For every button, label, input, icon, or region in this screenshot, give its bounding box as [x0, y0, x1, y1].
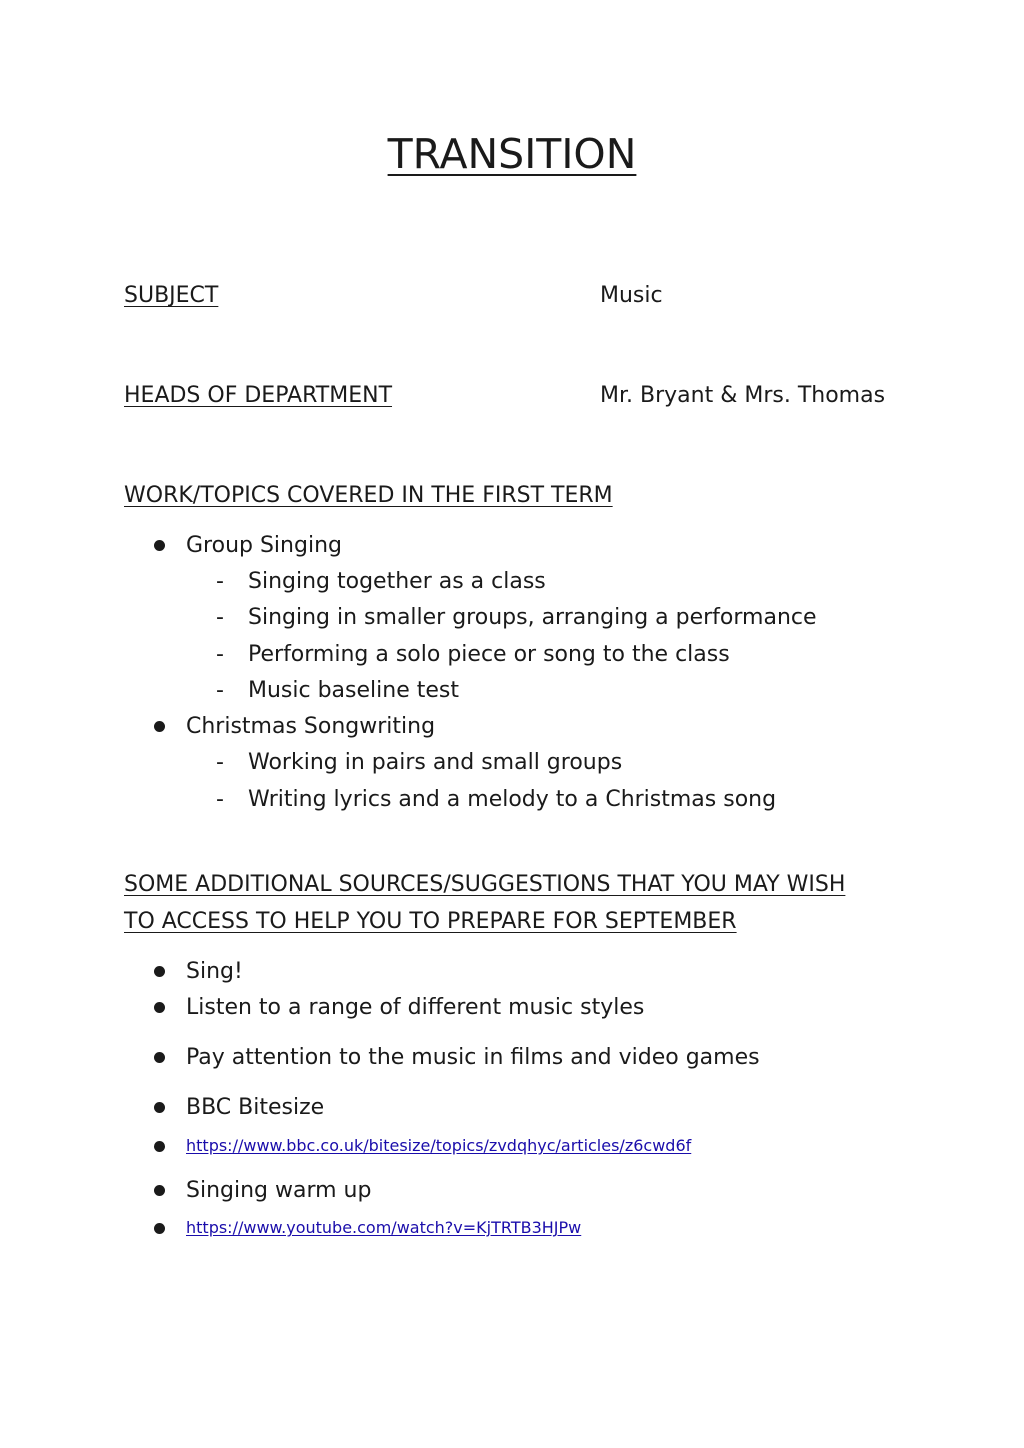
source-text: BBC Bitesize: [186, 1095, 325, 1120]
bullet-icon: [154, 721, 165, 732]
subject-label: SUBJECT: [124, 283, 219, 308]
subtopic-text: Music baseline test: [248, 678, 459, 703]
topic-label: Group Singing: [186, 533, 342, 558]
subtopic-text: Singing together as a class: [248, 569, 546, 594]
bullet-icon: [154, 1052, 165, 1063]
bullet-icon: [154, 1185, 165, 1196]
heads-of-department-label: HEADS OF DEPARTMENT: [124, 383, 393, 408]
topic-label: Christmas Songwriting: [186, 714, 436, 739]
subtopic-text: Performing a solo piece or song to the class: [248, 642, 730, 667]
source-text: Sing!: [186, 959, 243, 984]
subtopic-text: Singing in smaller groups, arranging a performance: [248, 605, 817, 630]
dash-icon: -: [216, 787, 224, 812]
subject-value: Music: [600, 283, 663, 308]
bullet-icon: [154, 1141, 165, 1152]
dash-icon: -: [216, 642, 224, 667]
bullet-icon: [154, 1223, 165, 1234]
dash-icon: -: [216, 678, 224, 703]
source-text: Pay attention to the music in films and video games: [186, 1045, 760, 1070]
dash-icon: -: [216, 569, 224, 594]
sources-heading-line-1: SOME ADDITIONAL SOURCES/SUGGESTIONS THAT YOU MAY WISH: [124, 872, 846, 897]
bullet-icon: [154, 966, 165, 977]
dash-icon: -: [216, 750, 224, 775]
bullet-icon: [154, 1002, 165, 1013]
dash-icon: -: [216, 605, 224, 630]
youtube-warmup-link[interactable]: https://www.youtube.com/watch?v=KjTRTB3HJPw: [186, 1218, 582, 1237]
page-title-text: TRANSITION: [387, 130, 637, 178]
bbc-bitesize-link[interactable]: https://www.bbc.co.uk/bitesize/topics/zvdqhyc/articles/z6cwd6f: [186, 1136, 692, 1155]
source-text: Listen to a range of different music styles: [186, 995, 645, 1020]
source-text: Singing warm up: [186, 1178, 372, 1203]
heads-of-department-value: Mr. Bryant & Mrs. Thomas: [600, 383, 886, 408]
subtopic-text: Working in pairs and small groups: [248, 750, 623, 775]
subtopic-text: Writing lyrics and a melody to a Christmas song: [248, 787, 777, 812]
page-title: [0, 128, 1024, 180]
bullet-icon: [154, 1102, 165, 1113]
first-term-heading: WORK/TOPICS COVERED IN THE FIRST TERM: [124, 483, 613, 508]
sources-heading-line-2: TO ACCESS TO HELP YOU TO PREPARE FOR SEPTEMBER: [124, 909, 737, 934]
bullet-icon: [154, 540, 165, 551]
